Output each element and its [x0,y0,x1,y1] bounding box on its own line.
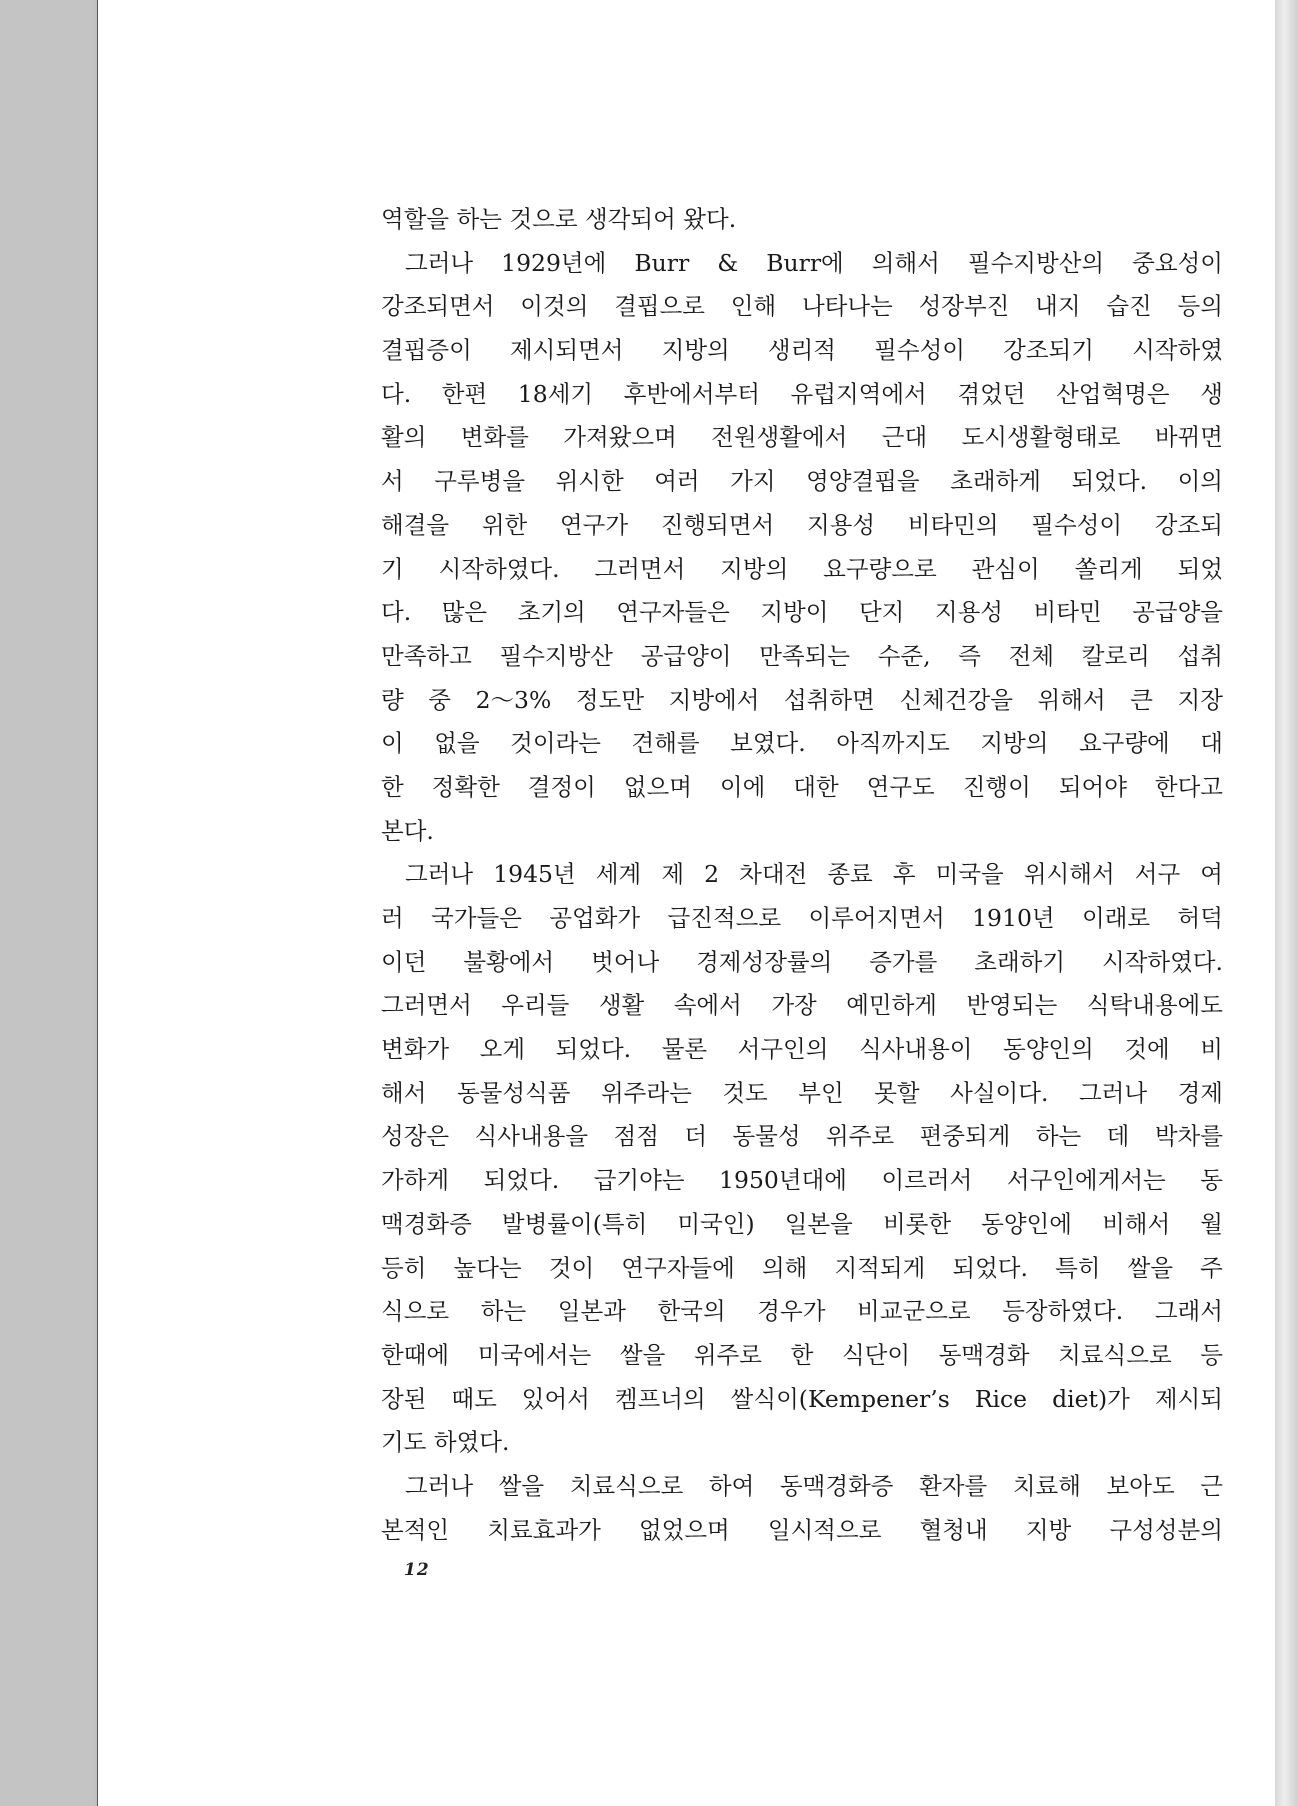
text-word: 한때에 [381,1340,450,1369]
text-word: 나타나는 [801,292,893,321]
text-word: 필수지방산의 [967,248,1105,277]
text-word: 더 [684,1122,708,1151]
text-word: 유럽지역에서 [790,379,927,408]
text-word: 비 [1200,1035,1223,1064]
text-line [381,285,1223,329]
text-word: 대한 [793,772,839,801]
text-word: 연구도 [866,772,935,801]
text-word: 활의 [381,423,427,452]
text-word: 필수성이 [1031,510,1123,539]
text-word: 시작하였다. [1102,947,1223,976]
text-word: 없을 [434,729,480,758]
text-line [381,1247,1223,1291]
text-word: 이래로 [1082,904,1151,932]
text-word: 식사내용을 [474,1122,589,1151]
text-word: 바뀌면 [1154,423,1223,452]
text-word: 공급양을 [1132,598,1223,627]
text-word: 1910년 [972,904,1055,932]
text-word: 발병률이(특히 [501,1209,648,1238]
text-line [381,1159,1223,1203]
body-text [381,198,1223,1552]
text-word: 경제 [1177,1078,1223,1107]
text-word: 성장은 [381,1122,450,1151]
text-word: 시작하였 [1132,336,1223,365]
text-word: 이에 [719,772,766,801]
text-word: 근 [1200,1471,1223,1500]
text-word: 급기야는 [593,1166,685,1195]
text-word: 되었다. [555,1035,632,1064]
text-word: 지방의 [661,336,730,365]
text-word: 신체건강을 [899,685,1013,714]
text-word: 없으며 [623,772,692,801]
text-word: 기 [381,554,404,583]
text-word: 위해서 [1037,685,1106,714]
text-word: 러 [381,904,404,932]
text-word: 즉 [958,641,981,670]
text-word: 위시한 [555,467,624,496]
text-word: 가장 [771,991,817,1020]
text-word: 식탁내용에도 [1086,991,1223,1020]
text-line [381,766,1223,810]
text-word: 만족하고 [381,641,472,670]
text-word: 이던 [381,947,427,976]
text-word: 견해를 [631,729,700,758]
text-word: 비해서 [1102,1209,1171,1238]
text-word: 필수성이 [874,336,965,365]
text-word: 지장 [1177,685,1223,714]
text-word: 오게 [479,1035,526,1064]
text-word: 한다고 [1154,772,1223,801]
text-word: 데 [1106,1122,1130,1151]
text-line [381,242,1223,286]
scanned-page [97,0,1276,1806]
text-word: 증가를 [869,947,938,976]
text-word: 관심이 [971,554,1040,583]
text-word: 이루어지면서 [808,904,945,932]
text-word: 생리적 [767,336,837,365]
text-line [381,1203,1223,1247]
text-word: 쌀을 [1127,1253,1174,1282]
text-line-content: 본다. [381,816,434,845]
text-word: 보아도 [1106,1471,1175,1500]
text-word: 하는 [1035,1122,1082,1151]
text-line [381,1028,1223,1072]
text-word: 비타민의 [907,510,999,539]
text-word: 점점 [613,1122,659,1151]
text-word: 식사내용이 [858,1035,973,1064]
text-word: 제 [661,860,685,889]
text-word: 그러면서 [594,554,686,583]
text-word: 동양인에 [981,1209,1072,1238]
text-word: 칼로리 [1081,641,1150,670]
text-word: 한 [790,1340,814,1369]
text-word: 수준, [877,641,931,670]
text-word: 본적인 [381,1515,450,1544]
text-word: 가져왔으며 [563,423,677,452]
text-word: 쌀을 [498,1471,545,1500]
text-word: 만족되는 [759,641,851,670]
page-number: 12 [404,1560,430,1580]
text-word: 여 [1200,860,1223,889]
text-word: & [717,248,739,277]
text-word: 미국에서는 [477,1340,592,1369]
text-word: 환자를 [919,1471,988,1500]
text-word: 물론 [661,1035,708,1064]
text-line-content: 기도 하였다. [381,1428,510,1457]
text-word: 동맥경화 [938,1340,1030,1369]
text-word: 단지 [858,598,905,627]
text-word: 서구 [1134,860,1181,889]
text-word: diet)가 [1052,1384,1130,1413]
text-word: 생 [1200,379,1223,408]
text-word: 공업화가 [549,904,641,932]
text-word: Burr [634,248,690,277]
text-word: 때도 [451,1384,497,1413]
text-word: 연구자들은 [616,598,730,627]
text-line [381,460,1223,504]
text-word: 되었다. [483,1166,560,1195]
text-word: 불황에서 [463,947,555,976]
text-word: 지방에서 [668,685,760,714]
text-word: 공급양이 [640,641,732,670]
text-word: 내지 [1035,292,1081,321]
text-line [381,416,1223,460]
text-word: 인해 [730,292,777,321]
text-word: 위주로 [693,1340,763,1369]
text-word: 요구량으로 [823,554,937,583]
text-word: 미국인) [677,1209,755,1238]
text-line [381,1378,1223,1422]
text-word: 결정이 [527,772,596,801]
text-word: 일시적으로 [767,1515,882,1544]
text-word: 그래서 [1154,1297,1223,1326]
text-word: Burr에 [766,248,844,277]
text-word: 그러나 [1078,1078,1148,1107]
text-line [381,1509,1223,1553]
text-word: 것에 [1124,1035,1170,1064]
text-word: 제시되면서 [509,336,624,365]
text-word: 습진 [1106,292,1152,321]
text-word: 급진적으로 [667,904,782,932]
text-word: 필수지방산 [499,641,614,670]
text-line [381,329,1223,373]
text-word: 량 [381,685,404,714]
text-word: 차대전 [739,860,808,889]
text-word: 정확한 [431,772,500,801]
text-word: 우리들 [501,991,570,1020]
text-word: 초기의 [517,598,586,627]
text-word: 변화가 [381,1035,450,1064]
text-line [381,504,1223,548]
text-word: 사실이다. [950,1078,1049,1107]
text-word: 근대 [881,423,928,452]
text-word: 위주로 [826,1122,895,1151]
text-word: 많은 [441,598,488,627]
text-word: 맥경화증 [381,1209,472,1238]
text-word: 진행되면서 [660,510,775,539]
text-word: 해결을 [381,510,450,539]
text-word: 지방이 [760,598,829,627]
text-word: 지방의 [980,729,1049,758]
text-word: 식으로 [381,1297,450,1326]
text-word: 일본을 [784,1209,853,1238]
text-word: 결핍증이 [381,336,472,365]
text-word: 하여 [708,1471,755,1500]
text-word: 등의 [1177,292,1223,321]
text-word: 높다는 [453,1253,522,1282]
text-word: 동 [1200,1166,1223,1195]
text-word: 국가들은 [431,904,522,932]
text-word: 이의 [1177,467,1223,496]
text-word: 서구인의 [737,1035,829,1064]
text-word: 쌀식이(Kempener’s [730,1384,950,1413]
text-word: 것이라는 [510,729,601,758]
text-word: 되어야 [1058,772,1127,801]
text-line [381,679,1223,723]
text-word: 아직까지도 [836,729,950,758]
text-word: 되었다. [1071,467,1148,496]
text-word: 되었 [1177,554,1223,583]
text-word: 주 [1200,1253,1223,1282]
text-word: 지용성 [806,510,876,539]
text-word: 이것의 [520,292,589,321]
text-word: 종료 [827,860,873,889]
text-line [381,810,1223,854]
text-word: 강조되 [1154,510,1223,539]
text-line [381,1465,1223,1509]
text-word: 허덕 [1177,904,1223,932]
text-word: 결핍으로 [614,292,705,321]
text-word: 지방의 [720,554,789,583]
text-word: 있어서 [521,1384,590,1413]
text-word: 겪었던 [957,379,1026,408]
text-word: 그러면서 [381,991,472,1020]
text-word: 초래하기 [974,947,1066,976]
text-word: 위한 [481,510,528,539]
text-word: 초래하게 [950,467,1041,496]
text-word: 위시해서 [1023,860,1115,889]
text-word: 위주라는 [600,1078,692,1107]
text-word: 2 [704,860,720,889]
text-word: 일본과 [557,1297,626,1326]
text-word: 중요성이 [1132,248,1223,277]
text-word: 도시생활형태로 [961,423,1121,452]
text-word: 예민하게 [846,991,937,1020]
text-word: 박차를 [1154,1122,1223,1151]
text-line [381,1421,1223,1465]
text-word: 비교군으로 [857,1297,971,1326]
text-line [381,1072,1223,1116]
text-word: 강조되기 [1003,336,1094,365]
text-word: 등히 [381,1253,427,1282]
text-word: 지용성 [934,598,1004,627]
text-word: 하는 [480,1297,527,1326]
text-word: 식단이 [841,1340,911,1369]
text-word: 18세기 [517,379,594,408]
text-word: 1945년 [493,860,576,889]
text-word: 구루병을 [434,467,526,496]
text-word: 지적되게 [834,1253,926,1282]
text-word: 큰 [1130,685,1153,714]
text-word: 한편 [441,379,488,408]
text-word: 그러나 [405,860,474,889]
text-word: 2～3% [475,685,552,714]
text-word: 가하게 [381,1166,450,1195]
text-word: 그러나 [405,1471,474,1500]
text-line [381,198,1223,242]
text-word: 속에서 [673,991,742,1020]
text-line [381,853,1223,897]
text-word: 동맥경화증 [779,1471,894,1500]
text-word: 경제성장률의 [696,947,833,976]
text-word: 반영되는 [966,991,1058,1020]
text-word: 연구가 [559,510,629,539]
text-line [381,1334,1223,1378]
text-word: 1929년에 [501,248,607,277]
text-word: 강조되면서 [381,292,495,321]
text-word: 못할 [874,1078,920,1107]
text-word: 켐프너의 [614,1384,706,1413]
text-word: 제시되 [1154,1384,1223,1413]
text-word: 시작하였다. [438,554,560,583]
text-word: 연구자들에 [621,1253,735,1282]
text-line [381,722,1223,766]
text-word: 산업혁명은 [1056,379,1170,408]
text-word: 가지 [730,467,776,496]
text-word: 대 [1200,729,1223,758]
text-word: Rice [974,1384,1028,1413]
text-word: 등장하였다. [1002,1297,1124,1326]
text-word: 여러 [654,467,700,496]
text-word: 혈청내 [919,1515,988,1544]
text-word: 특히 [1055,1253,1101,1282]
text-word: 구성성분의 [1109,1515,1223,1544]
text-word: 서 [381,467,404,496]
text-line [381,373,1223,417]
text-word: 해서 [381,1078,427,1107]
text-line [381,635,1223,679]
text-line [381,984,1223,1028]
text-word: 비롯한 [882,1209,952,1238]
text-word: 부인 [798,1078,844,1107]
text-word: 치료식으로 [569,1471,684,1500]
text-word: 생활 [598,991,645,1020]
text-line [381,1290,1223,1334]
text-line [381,591,1223,635]
text-word: 장된 [381,1384,427,1413]
text-line-content: 역할을 하는 것으로 생각되어 왔다. [381,205,737,233]
scrollbar-gutter[interactable] [1275,0,1298,1806]
text-word: 것이 [548,1253,595,1282]
text-word: 전체 [1008,641,1055,670]
text-word: 후반에서부터 [623,379,760,408]
text-word: 변화를 [460,423,529,452]
text-word: 후 [892,860,916,889]
text-word: 등 [1200,1340,1223,1369]
text-line [381,548,1223,592]
text-word: 1950년대에 [719,1166,847,1195]
text-word: 서구인에게서는 [1006,1166,1166,1195]
text-word: 정도만 [575,685,645,714]
text-word: 되었다. [952,1253,1028,1282]
text-word: 성장부진 [918,292,1010,321]
text-word: 다. [381,598,412,627]
text-word: 한 [381,772,404,801]
text-word: 섭취 [1177,641,1223,670]
text-word: 치료해 [1012,1471,1081,1500]
text-word: 한국의 [657,1297,726,1326]
text-word: 쌀을 [619,1340,666,1369]
text-word: 없었으며 [638,1515,730,1544]
text-word: 편중되게 [919,1122,1011,1151]
text-word: 경우가 [757,1297,826,1326]
text-word: 지방 [1025,1515,1072,1544]
text-word: 비타민 [1033,598,1102,627]
text-line [381,1115,1223,1159]
text-word: 의해서 [871,248,940,277]
text-word: 중 [428,685,451,714]
text-word: 섭취하면 [784,685,875,714]
text-word: 보였다. [730,729,806,758]
text-line [381,941,1223,985]
text-word: 미국을 [935,860,1004,889]
text-word: 전원생활에서 [711,423,848,452]
text-word: 의해 [761,1253,808,1282]
text-line [381,897,1223,941]
text-word: 영양결핍을 [806,467,920,496]
text-word: 다. [381,379,412,408]
text-word: 것도 [722,1078,768,1107]
text-word: 세계 [595,860,642,889]
text-word: 치료효과가 [487,1515,601,1544]
text-word: 그러나 [405,248,474,277]
text-word: 동양인의 [1003,1035,1094,1064]
text-word: 벗어나 [591,947,660,976]
text-word: 치료식으로 [1058,1340,1172,1369]
text-word: 진행이 [962,772,1031,801]
text-word: 동물성 [732,1122,801,1151]
text-word: 쏠리게 [1074,554,1143,583]
text-word: 이르러서 [881,1166,973,1195]
text-word: 요구량에 [1078,729,1170,758]
text-word: 이 [381,729,404,758]
text-word: 동물성식품 [456,1078,571,1107]
text-word: 월 [1200,1209,1223,1238]
